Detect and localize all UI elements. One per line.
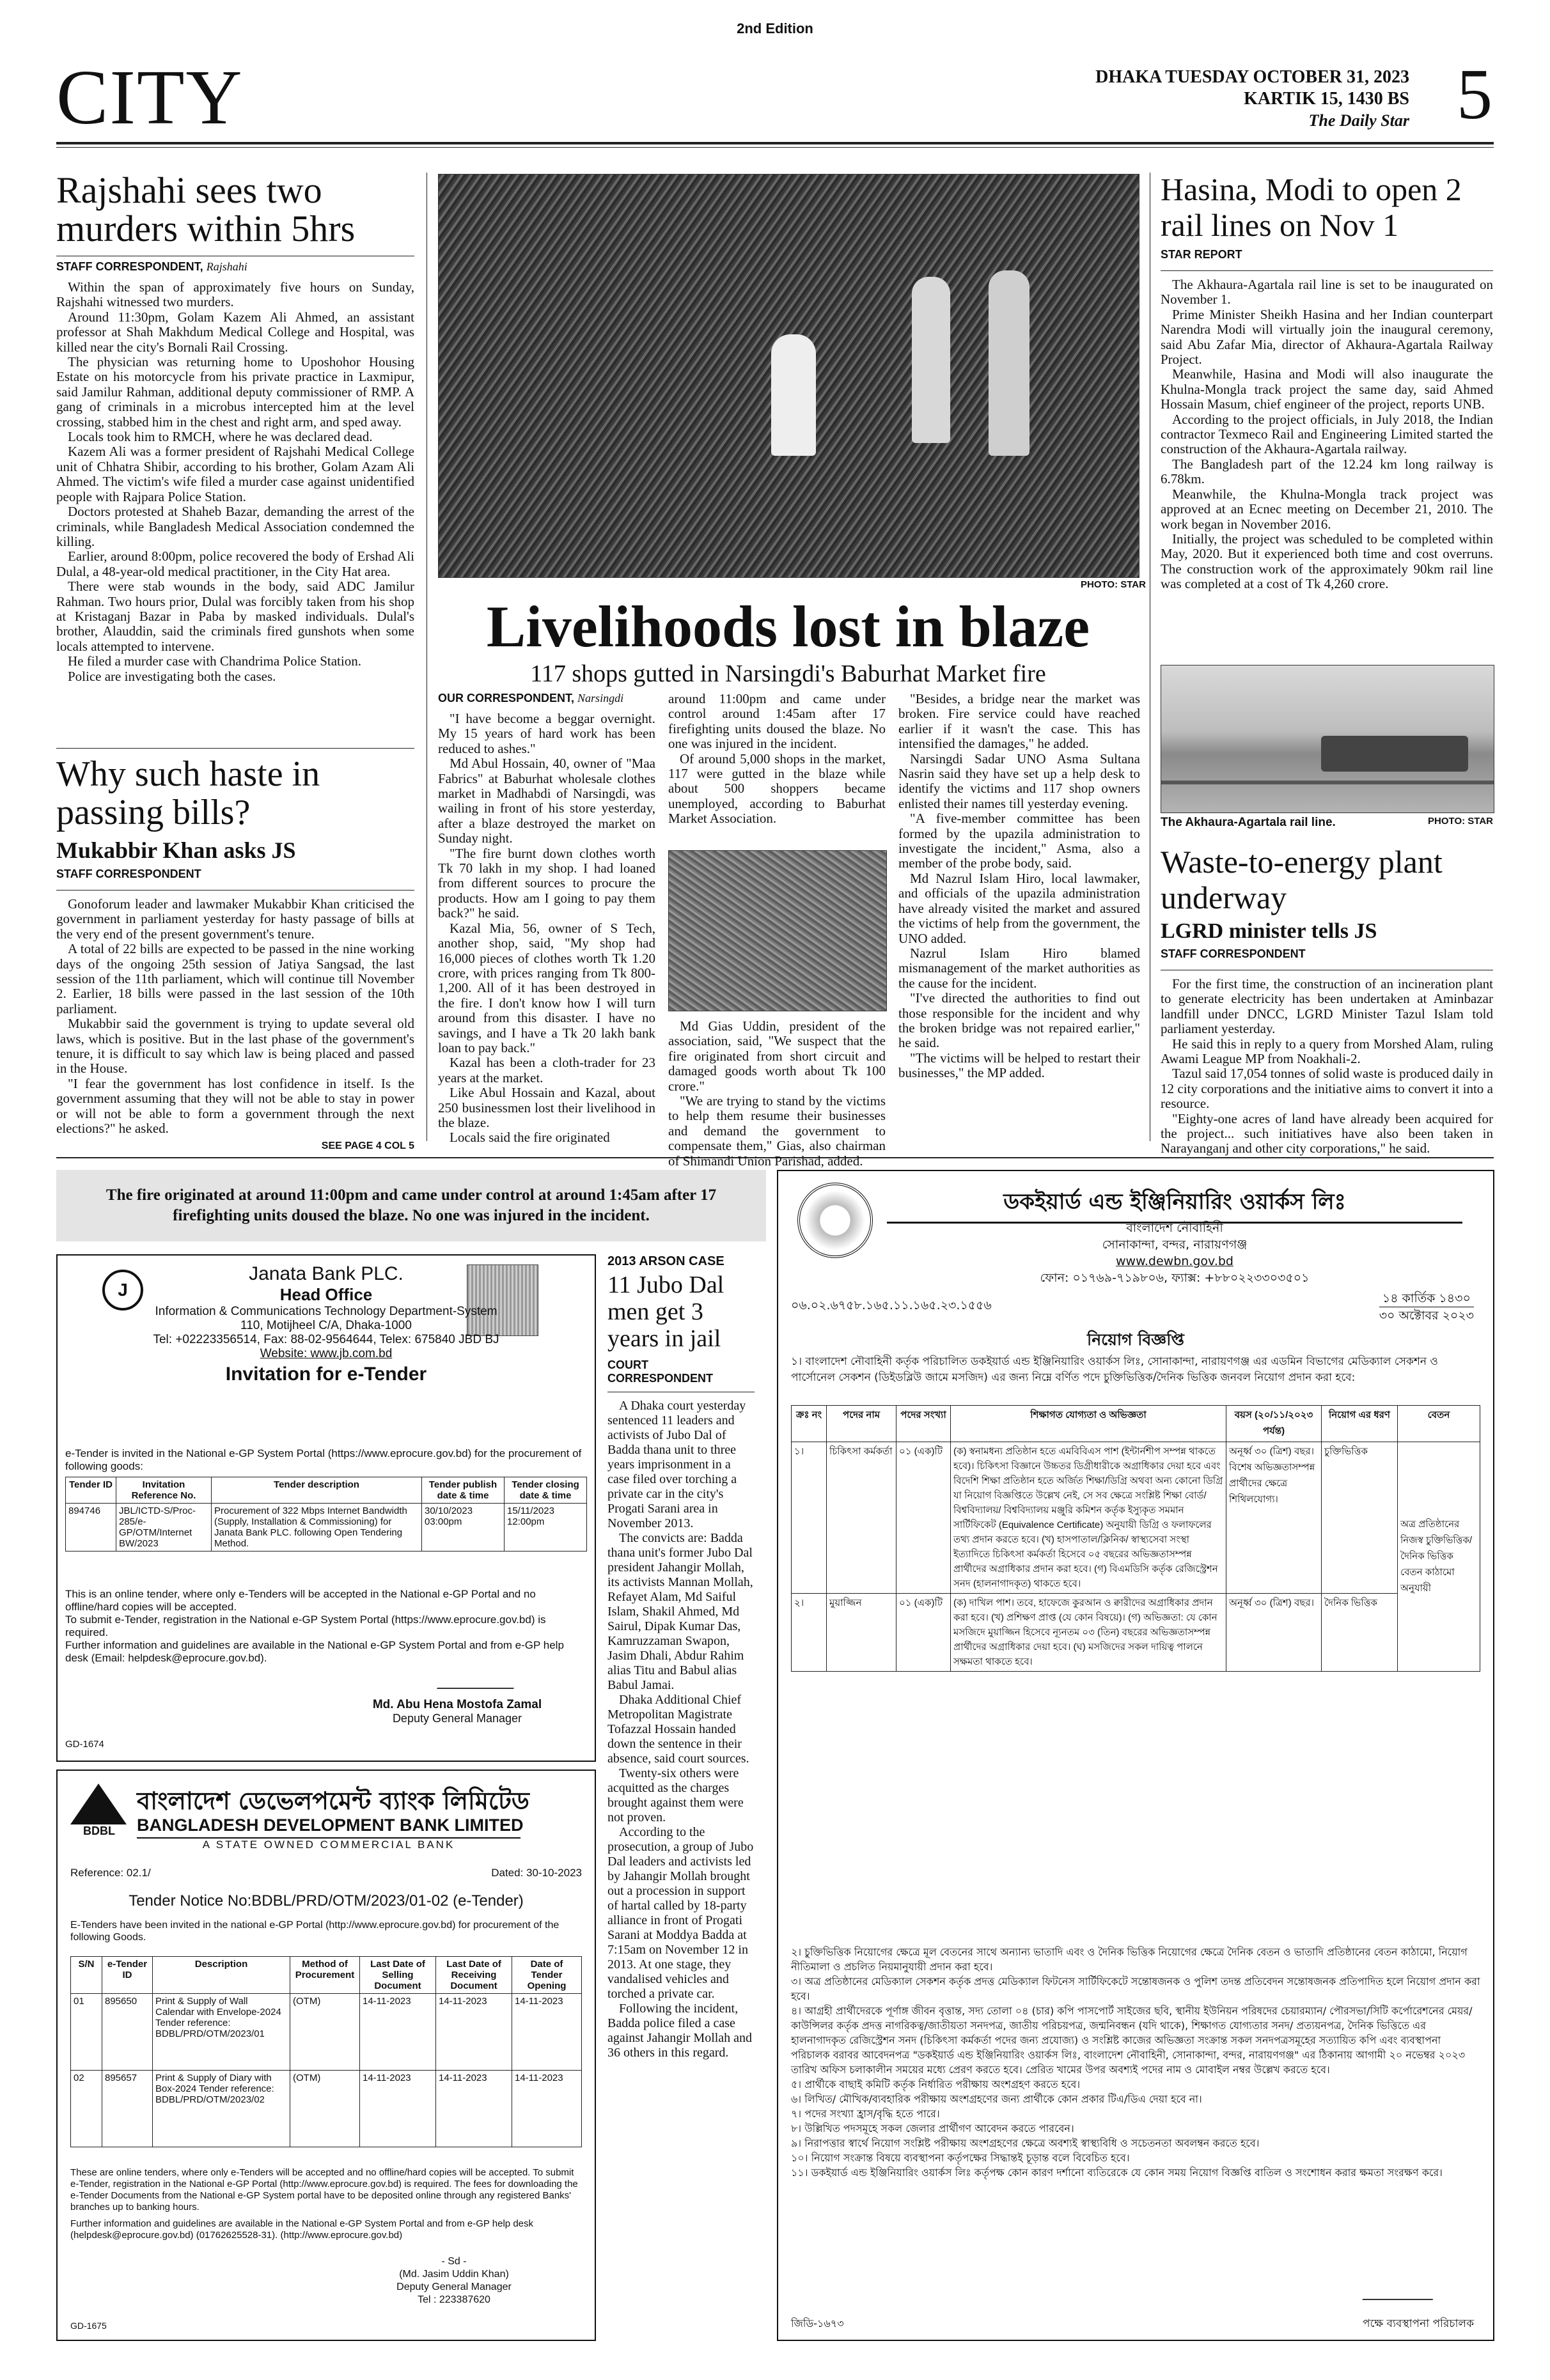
table-cell: 14-11-2023 (512, 1994, 582, 2071)
paragraph: According to the prosecution, a group of Jubo Dal leaders and activists led by Jahangir Mollah brought out a procession in support of hartal called by 18-party alliance in front of Progati Sarani at Moddya Badda at 7:15am on November 12 in 2013. At one stage, they vandalised vehicles and torched a private car. (607, 1825, 754, 2001)
column-header: পদের সংখ্যা (896, 1406, 951, 1442)
paragraph: Twenty-six others were acquitted as the charges brought against them were not proven. (607, 1766, 744, 1824)
paragraph: "The fire burnt down clothes worth Tk 70 lakh in my shop. I had loaned from different sources to procure the products. How am I going to pay them back?" he said. (438, 845, 655, 921)
arson-headline: 11 Jubo Dal men get 3 years in jail (607, 1272, 724, 1352)
table-row (71, 1994, 582, 2071)
lead-col-2a (668, 692, 886, 827)
edition-label: 2nd Edition (737, 20, 813, 36)
table-cell: 14-11-2023 (360, 2071, 436, 2147)
note: This is an online tender, where only e-Tenders will be accepted in the National e-GP Portal and no offline/hard copies will be accepted. (65, 1588, 536, 1613)
arson-byline: COURT CORRESPONDENT (607, 1358, 714, 1385)
table-cell: Print & Supply of Diary with Box-2024 Tender reference: BDBL/PRD/OTM/2023/02 (153, 2071, 290, 2147)
paragraph: The convicts are: Badda thana unit's former Jubo Dal president Jahangir Mollah, its activists Mannan Mollah, Refayet Alam, Md Saiful Islam, Shakil Ahmed, Md Sairul, Dipak Kumar Das, Kamruzzaman Swapon, Jasim Dhali, Abdur Rahim alias Titu and Babul alias Babul Jamai. (607, 1531, 753, 1692)
condition-item: ৫। প্রার্থীকে বাছাই কমিটি কর্তৃক নির্ধারিত পরীক্ষায় অংশগ্রহণ করতে হবে। (791, 2078, 1081, 2090)
paragraph: Prime Minister Sheikh Hasina and her Indian counterpart Narendra Modi will virtually join the inaugural ceremony, said Abu Zafar Mia, director of Akhaura-Agartala Railway Project. (1161, 306, 1493, 368)
masthead-rule (56, 142, 1494, 144)
dateline (1095, 66, 1409, 132)
page-number: 5 (1457, 55, 1492, 134)
column-header: Invitation Reference No. (116, 1477, 212, 1504)
section-title: CITY (56, 54, 244, 141)
column-header: বেতন (1398, 1406, 1480, 1442)
janata-logo: J (102, 1270, 143, 1311)
dockyard-conditions (791, 1945, 1480, 2180)
paragraph: "We are trying to stand by the victims to help them resume their businesses and demand the government to compensate them," Gias, also chairman of Shimandi Union Parishad, added. (668, 1093, 886, 1169)
condition-item: ৯। নিরাপত্তার স্বার্থে নিয়োগ সংশ্লিষ্ট পরীক্ষায় অংশগ্রহণের ক্ষেত্রে অবশ্যই স্বাস্থ্যবিধি ও সচেতনতা অবলম্বন করতে হবে। (791, 2137, 1260, 2149)
signature-image (1362, 2277, 1441, 2300)
paragraph: Following the incident, Badda police filed a case against Jahangir Mollah and 36 others in this regard. (607, 2002, 753, 2060)
signature-image (437, 1665, 522, 1689)
byline-name: STAFF CORRESPONDENT, (56, 260, 203, 273)
lead-byline (438, 692, 655, 705)
bdbl-tender-no: Tender Notice No:BDBL/PRD/OTM/2023/01-02 (e-Tender) (129, 1892, 524, 1909)
paragraph: The physician was returning home to Uposhohor Housing Estate on his motorcycle from his private practice in Laxmipur, said Jamilur Rahman, additional deputy commissioner of RMP. A gang of criminals in a microbus intercepted him at the level crossing, stabbed him in the chest and right arm, and sped away. (56, 354, 414, 430)
lead-body (438, 712, 655, 1146)
bangla-date: KARTIK 15, 1430 BS (1244, 89, 1409, 109)
note: Further information and guidelines are available in the National e-GP System Portal and from e-GP help desk (Email: helpdesk@eprocure.gov.bd). (65, 1639, 564, 1664)
waste-body (1161, 970, 1493, 1156)
bdbl-name: BANGLADESH DEVELOPMENT BANK LIMITED (137, 1816, 524, 1835)
paragraph: According to the project officials, in July 2018, the Indian contractor Texmeco Rail and Engineering Limited started the construction of the Akhaura-Agartala railway. (1161, 411, 1493, 457)
janata-phone: Tel: +02223356514, Fax: 88-02-9564644, Telex: 675840 JBD BJ (153, 1333, 499, 1346)
haste-body (56, 890, 414, 1137)
table-header-row (71, 1957, 582, 1994)
paragraph: Initially, the project was scheduled to be completed within May, 2020. But it experienced both time and cost overruns. The construction work of the approximately 90km rail line was completed at a cost of Tk 4,260 crore. (1161, 531, 1493, 592)
pull-quote (56, 1170, 766, 1241)
paragraph: Of around 5,000 shops in the market, 117 were gutted in the blaze while about 500 shoppers became unemployed, according to Baburhat Market Association. (668, 751, 886, 827)
table-cell: অনূর্ধ্ব ৩০ (ত্রিশ) বছর। (1226, 1594, 1322, 1672)
janata-intro: e-Tender is invited in the National e-GP System Portal (https://www.eprocure.gov.bd) for the procurement of following goods: (65, 1447, 582, 1472)
photo-track (1161, 781, 1494, 784)
signer-name: (Md. Jasim Uddin Khan) (399, 2269, 509, 2280)
paragraph: The Akhaura-Agartala rail line is set to be inaugurated on November 1. (1161, 277, 1493, 307)
arson-body (607, 1392, 755, 2060)
paragraph: "A five-member committee has been formed by the upazila administration to investigate the incident," Asma, also a member of the probe body, said. (898, 811, 1140, 871)
table-cell: ০১ (এক)টি (896, 1442, 951, 1594)
column-header: S/N (71, 1957, 102, 1994)
rail-story (1161, 171, 1493, 592)
table-cell: Procurement of 322 Mbps Internet Bandwidth (Supply, Installation & Commissioning) for Janata Bank PLC. following Open Tendering Method. (212, 1504, 422, 1552)
condition-item: ৭। পদের সংখ্যা হ্রাস/বৃদ্ধি হতে পারে। (791, 2108, 940, 2120)
janata-tender-table (65, 1477, 587, 1552)
condition-item: ২। চুক্তিভিত্তিক নিয়োগের ক্ষেত্রে মূল বেতনের সাথে অন্যান্য ভাতাদি এবং ও দৈনিক ভিত্তিক নিয়োগের ক্ষেত্রে দৈনিক বেতন ও ভাতাদি প্রতিষ্ঠানের বেতন কাঠামো, নিয়োগ নীতিমালা ও প্রচলিত নিয়মানুযায়ী প্রদান করা হবে। (791, 1946, 1468, 1973)
table-row (66, 1504, 587, 1552)
dockyard-phone: ফোন: ০১৭৬৯-৭১৯৮০৬, ফ্যাক্স: +৮৮০২২৩৩০৩৫০১ (1040, 1271, 1310, 1285)
column-header: ক্রঃ নং (792, 1406, 827, 1442)
paper-name: The Daily Star (1308, 111, 1409, 130)
column-header: Date of Tender Opening (512, 1957, 582, 1994)
paragraph: Meanwhile, Hasina and Modi will also inaugurate the Khulna-Mongla track project the same day, said Ahmed Hossain Masum, chief engineer of the project, reports UNB. (1161, 366, 1493, 412)
table-cell: (OTM) (290, 2071, 360, 2147)
dockyard-logo (797, 1183, 873, 1258)
dockyard-title: ডকইয়ার্ড এন্ড ইঞ্জিনিয়ারিং ওয়ার্কস লিঃ (887, 1185, 1462, 1224)
lead-headline: Livelihoods lost in blaze (486, 594, 1090, 659)
table-cell: 30/10/2023 03:00pm (422, 1504, 505, 1552)
column-header: Description (153, 1957, 290, 1994)
arson-story (607, 1254, 755, 2060)
dockyard-intro: ১। বাংলাদেশ নৌবাহিনী কর্তৃক পরিচালিত ডকইয়ার্ড এন্ড ইঞ্জিনিয়ারিং ওয়ার্কস লিঃ, সোনাকান্দা, নারায়ণগঞ্জ এর এডমিন বিভাগের মেডিক্যাল সেকশন ও পার্সোনেল সেকশন (ডিইডব্লিউ জামে মসজিদ) এর জন্য নিম্নে বর্ণিত পদে চুক্তিভিত্তিক/দৈনিক ভিত্তিক জনবল নিয়োগ প্রদান করা হবে: (791, 1355, 1438, 1384)
janata-bank-ad (56, 1254, 596, 1762)
paragraph: Kazal Mia, 56, owner of S Tech, another shop, said, "My shop had 16,000 pieces of clothes worth Tk 1.20 crore, with prices ranging from Tk 800-1,200. All of it has been destroyed in the fire. I don't know how I will turn around from this disaster. I have no savings, and I have a Tk 20 lakh bank loan to pay back." (438, 920, 655, 1055)
paragraph: Md Gias Uddin, president of the association, said, "We suspect that the fire originated from short circuit and damaged goods worth about Tk 100 crore." (668, 1018, 886, 1094)
byline-dateline: Narsingdi (577, 692, 624, 704)
dockyard-sub2: সোনাকান্দা, বন্দর, নারায়ণগঞ্জ (1102, 1238, 1248, 1252)
condition-item: ৩। অত্র প্রতিষ্ঠানের মেডিক্যাল সেকশন কর্তৃক প্রদত্ত মেডিক্যাল ফিটনেস সার্টিফিকেটে সন্তোষজনক ও পুলিশ তদন্ত প্রতিবেদন সন্তোষজনক প্রতিপাদিত হলে নিয়োগ প্রদান করা হবে। (791, 1975, 1480, 2002)
bdbl-date: Dated: 30-10-2023 (491, 1867, 582, 1879)
janata-notes (65, 1588, 587, 1665)
paragraph: A total of 22 bills are expected to be passed in the nine working days of the ongoing 25th session of Jatiya Sangsad, the last session of the 11th parliament, which will continue till November 2. Earlier, 18 bills were passed in the last session of the 10th parliament. (56, 941, 414, 1016)
table-row (792, 1594, 1480, 1672)
signer-title: Deputy General Manager (396, 2282, 512, 2292)
column-header: শিক্ষাগত যোগ্যতা ও অভিজ্ঞতা (951, 1406, 1226, 1442)
rajshahi-story (56, 171, 414, 684)
waste-subhead: LGRD minister tells JS (1161, 919, 1377, 943)
paragraph: For the first time, the construction of an incineration plant to generate electricity has been undertaken at Aminbazar landfill under DNCC, LGRD Minister Tazul Islam told parliament yesterday. (1161, 976, 1493, 1037)
rajshahi-body (56, 280, 414, 684)
table-cell: JBL/ICTD-S/Proc-285/e-GP/OTM/Internet BW/2023 (116, 1504, 212, 1552)
table-header-row (66, 1477, 587, 1504)
paragraph: Around 11:30pm, Golam Kazem Ali Ahmed, an assistant professor at Shah Makhdum Medical College and Hospital, was killed near the city's Bornali Rail Crossing. (56, 309, 414, 355)
paragraph: Tazul said 17,054 tonnes of solid waste is produced daily in 12 city corporations and the initiative aims to convert it into a resource. (1161, 1066, 1493, 1112)
rail-body (1161, 270, 1493, 592)
caption-text: The Akhaura-Agartala rail line. (1161, 816, 1336, 829)
lead-col-3 (898, 692, 1140, 1081)
paragraph: "I have become a beggar overnight. My 15 years of hard work has been reduced to ashes." (438, 711, 655, 756)
paragraph: around 11:00pm and came under control around 1:45am after 17 firefighting units doused the blaze. No one was injured in the incident. (668, 691, 886, 752)
paragraph: "The victims will be helped to restart their businesses," the MP added. (898, 1050, 1140, 1081)
paragraph: Doctors protested at Shaheb Bazar, demanding the arrest of the criminals, while Bangladesh Medical Association condemned the killing. (56, 504, 414, 549)
table-cell: 895657 (102, 2071, 153, 2147)
column-header: Last Date of Selling Document (360, 1957, 436, 1994)
janata-title: Invitation for e-Tender (225, 1364, 427, 1385)
janata-office: Head Office (279, 1285, 373, 1304)
paragraph: He filed a murder case with Chandrima Police Station. (68, 653, 361, 669)
table-row (792, 1442, 1480, 1594)
paragraph: Within the span of approximately five hours on Sunday, Rajshahi witnessed two murders. (56, 279, 414, 310)
lead-photo (438, 174, 1139, 578)
waste-byline: STAFF CORRESPONDENT (1161, 947, 1306, 960)
date-english: ৩০ অক্টোবর ২০২৩ (1379, 1309, 1474, 1323)
paragraph: Md Nazrul Islam Hiro, local lawmaker, and officials of the upazila administration have already visited the market and assured the victims of help from the government, the UNO added. (898, 870, 1140, 946)
table-cell: অত্র প্রতিষ্ঠানের নিজস্ব চুক্তিভিত্তিক/ দৈনিক ভিত্তিক বেতন কাঠামো অনুযায়ী (1398, 1442, 1480, 1672)
haste-subhead: Mukabbir Khan asks JS (56, 837, 296, 863)
table-header-row (792, 1406, 1480, 1442)
paragraph: There were stab wounds in the body, said ADC Jamilur Rahman. Two hours prior, Dulal was forcibly taken from his shop at Kristaganj Bazar in Paba by masked individuals. Dulal's brother, Alauddin, said the criminals fired gunshots when some locals attempted to intervene. (56, 579, 414, 654)
sd-mark: - Sd - (441, 2256, 467, 2267)
bdbl-tender-table (70, 1956, 582, 2147)
janata-name: Janata Bank PLC. (249, 1263, 403, 1284)
bdbl-reference: Reference: 02.1/ (70, 1867, 151, 1879)
note: To submit e-Tender, registration in the National e-GP System Portal (https://www.eprocure.gov.bd) is required. (65, 1614, 546, 1638)
bdbl-logo-shape (70, 1784, 127, 1824)
bdbl-notes (70, 2167, 582, 2241)
condition-item: ৪। আগ্রহী প্রার্থীদেরকে পূর্ণাঙ্গ জীবন বৃত্তান্ত, সদ্য তোলা ০৪ (চার) কপি পাসপোর্ট সাইজের ছবি, স্থানীয় ইউনিয়ন পরিষদের চেয়ারম্যান/ পৌরসভা/সিটি কর্পোরেশনের মেয়র/কাউন্সিলর কর্তৃক প্রদত্ত নাগরিকত্ব/জাতীয়তা সনদপত্র, জাতীয় পরিচয়পত্র, জন্মনিবন্ধন (যদি থাকে), শিক্ষাগত যোগ্যতার সনদ/ প্রত্যয়নপত্র, দৈনিক ভিত্তিতে এর হালনাগাদকৃত রেজিস্ট্রেশন সনদ (চিকিৎসা কর্মকর্তা পদের জন্য প্রযোজ্য) ও সংশ্লিষ্ট কাজের অভিজ্ঞতা সংক্রান্ত সকল সনদপত্রসমূহের সত্যায়িত কপি এবং ব্যবস্থাপনা পরিচালক বরাবর আবেদনপত্র "ডকইয়ার্ড এন্ড ইঞ্জিনিয়ারিং ওয়ার্কস লিঃ, বাংলাদেশ নৌবাহিনী, সোনাকান্দা, বন্দর, নারায়ণগঞ্জ" এর ঠিকানায় আগামী ২০ নভেম্বর ২০২৩ তারিখ অফিস চলাকালীন সময়ের মধ্যে প্রেরণ করতে হবে। প্রেরিত খামের উপর অবশ্যই পদের নাম ও মোবাইল নম্বর উল্লেখ করতে হবে। (791, 2005, 1473, 2076)
table-cell: 14-11-2023 (360, 1994, 436, 2071)
table-cell: 14-11-2023 (436, 1994, 512, 2071)
dockyard-header (887, 1220, 1462, 1286)
pull-quote-text: The fire originated at around 11:00pm and came under control at around 1:45am after 17 firefighting units doused the blaze. No one was injured in the incident. (106, 1186, 717, 1224)
lead-subhead: 117 shops gutted in Narsingdi's Baburhat Market fire (530, 660, 1046, 687)
photo-train (1321, 736, 1468, 772)
haste-jump-link[interactable]: SEE PAGE 4 COL 5 (321, 1140, 414, 1151)
bdbl-signer (326, 2255, 582, 2306)
condition-item: ৬। লিখিত/ মৌখিক/ব্যবহারিক পরীক্ষায় অংশগ্রহণের জন্য প্রার্থীকে কোন প্রকার টিএ/ডিএ দেয়া হবে না। (791, 2093, 1202, 2105)
note: Further information and guidelines are available in the National e-GP System Portal and from e-GP help desk (helpdesk@eprocure.gov.bd) (01762625528-31). (http://www.eprocure.gov.bd) (70, 2218, 533, 2241)
signer-name: Md. Abu Hena Mostofa Zamal (372, 1698, 542, 1711)
table-cell: 02 (71, 2071, 102, 2147)
janata-website[interactable]: Website: www.jb.com.bd (260, 1347, 393, 1360)
waste-headline: Waste-to-energy plant underway (1161, 844, 1443, 915)
photo-figure (989, 270, 1029, 456)
paragraph: Gonoforum leader and lawmaker Mukabbir Khan criticised the government in parliament yesterday for hasty passage of bills at the very end of the present government's tenure. (56, 896, 414, 942)
caption-credit: PHOTO: STAR (1428, 816, 1493, 827)
table-cell: Print & Supply of Wall Calendar with Envelope-2024 Tender reference: BDBL/PRD/OTM/2023/01 (153, 1994, 290, 2071)
paragraph: "I fear the government has lost confidence in itself. Is the government assuming that they will not be able to stay in power or will not be able to form a government through the next elections?" he asked. (56, 1075, 414, 1137)
table-cell: (ক) দাখিল পাশ। তবে, হাফেজে কুরআন ও ক্বারীদের অগ্রাধিকার প্রদান করা হবে। (খ) প্রশিক্ষণ প্রাপ্ত (যে কোন বিষয়ে)। (গ) অভিজ্ঞতা: যে কোন মসজিদে মুয়াজ্জিন হিসেবে ন্যূনতম ০৩ (তিন) বছরের অভিজ্ঞতাসম্পন্ন প্রার্থীদের অগ্রাধিকার দেয়া হবে। (ঘ) মসজিদের সকল দায়িত্ব পালনে সক্ষমতা থাকতে হবে। (951, 1594, 1226, 1672)
table-cell: ০১ (এক)টি (896, 1594, 951, 1672)
paragraph: A Dhaka court yesterday sentenced 11 leaders and activists of Jubo Dal of Badda thana unit to three years imprisonment in a case filed over torching a private car in the city's Progati Sarani area in November 2013. (607, 1399, 746, 1530)
paragraph: Locals said the fire originated (450, 1130, 610, 1146)
table-cell: 895650 (102, 1994, 153, 2071)
table-cell: অনূর্ধ্ব ৩০ (ত্রিশ) বছর। বিশেষ অভিজ্ঞতাসম্পন্ন প্রার্থীদের ক্ষেত্রে শিথিলযোগ্য। (1226, 1442, 1322, 1594)
table-cell: 14-11-2023 (512, 2071, 582, 2147)
byline-name: OUR CORRESPONDENT, (438, 692, 575, 704)
note: These are online tenders, where only e-Tenders will be accepted and no offline/hard copies will be accepted. To submit e-Tender, registration in the National e-GP Portal (http://www.eprocure.gov.bd) is required. The fees for downloading the e-Tender Documents from the National e-GP System portal have to be deposited online through any registered Banks' branches up to banking hours. (70, 2167, 578, 2213)
paragraph: Police are investigating both the cases. (68, 668, 276, 684)
photo-figure (771, 334, 816, 456)
ad-code: GD-1675 (70, 2321, 107, 2331)
bdbl-ad (56, 1769, 596, 2341)
column-header: Tender publish date & time (422, 1477, 505, 1504)
paragraph: Nazrul Islam Hiro blamed mismanagement of the market authorities as the cause for the incident. (898, 945, 1140, 991)
bdbl-intro: E-Tenders have been invited in the national e-GP Portal (http://www.eprocure.gov.bd) for procurement of the following Goods. (70, 1920, 560, 1943)
rail-headline: Hasina, Modi to open 2 rail lines on Nov 1 (1161, 171, 1462, 243)
dockyard-website[interactable]: www.dewbn.gov.bd (1116, 1254, 1233, 1268)
table-cell: 14-11-2023 (436, 2071, 512, 2147)
paragraph: Meanwhile, the Khulna-Mongla track project was approved at an Ecnec meeting on December 21, 2010. The work began in November 2016. (1161, 486, 1493, 532)
table-cell: চুক্তিভিত্তিক (1322, 1442, 1398, 1594)
dockyard-memo: ০৬.০২.৬৭৫৮.১৬৫.১১.১৬৫.২৩.১৫৫৬ (791, 1298, 992, 1312)
signer-tel: Tel : 223387620 (418, 2294, 490, 2305)
haste-story (56, 748, 414, 1152)
table-cell: ২। (792, 1594, 827, 1672)
rail-caption (1161, 816, 1493, 830)
haste-headline: Why such haste in passing bills? (56, 754, 320, 832)
dockyard-code: জিডি-১৬৭৩ (791, 2317, 844, 2329)
paragraph: Like Abul Hossain and Kazal, about 250 businessmen lost their livelihood in the blaze. (438, 1085, 655, 1130)
bdbl-logo (70, 1784, 128, 1841)
column-header: পদের নাম (827, 1406, 896, 1442)
rail-byline: STAR REPORT (1161, 248, 1242, 261)
paragraph: Kazem Ali was a former president of Rajshahi Medical College unit of Chhatra Shibir, according to his brother, Golam Azam Ali Ahmed. The victim's wife filed a murder case against unidentified people with Rajpara Police Station. (56, 444, 414, 504)
dockyard-sub1: বাংলাদেশ নৌবাহিনী (1126, 1221, 1223, 1235)
janata-signer (326, 1698, 588, 1725)
table-cell: ১। (792, 1442, 827, 1594)
paragraph: "Eighty-one acres of land have already been acquired for the project... such initiatives have also been taken in Narayanganj and other city corporations," he said. (1161, 1110, 1493, 1156)
paragraph: Earlier, around 8:00pm, police recovered the body of Ershad Ali Dulal, a 48-year-old medical practitioner, in the City Hat area. (56, 548, 414, 579)
condition-item: ৮। উল্লিখিত পদসমূহে সকল জেলার প্রার্থীগণ আবেদন করতে পারবেন। (791, 2122, 1074, 2135)
table-cell: 15/11/2023 12:00pm (505, 1504, 587, 1552)
paragraph: Narsingdi Sadar UNO Asma Sultana Nasrin said they have set up a help desk to identify the victims and 117 shop owners enlisted their names till yesterday evening. (898, 751, 1140, 811)
paragraph: He said this in reply to a query from Morshed Alam, ruling Awami League MP from Noakhali-2. (1161, 1036, 1493, 1067)
photo-figure (912, 277, 950, 443)
lead-col-1 (438, 692, 655, 1146)
table-row (71, 2071, 582, 2147)
column-header: বয়স (২০/১১/২০২৩ পর্যন্ত) (1226, 1406, 1322, 1442)
haste-byline: STAFF CORRESPONDENT (56, 867, 201, 880)
signer-title: Deputy General Manager (392, 1712, 522, 1725)
paragraph: Dhaka Additional Chief Metropolitan Magistrate Tofazzal Hossain handed down the sentence in their absence, said court sources. (607, 1693, 749, 1766)
janata-address: 110, Motijheel C/A, Dhaka-1000 (240, 1319, 412, 1332)
dockyard-ad (777, 1170, 1494, 2341)
column-header: Tender ID (66, 1477, 116, 1504)
rajshahi-byline (56, 256, 414, 274)
ad-code: GD-1674 (65, 1739, 104, 1750)
table-cell: চিকিৎসা কর্মকর্তা (827, 1442, 896, 1594)
masthead-rule-thin (56, 147, 1494, 148)
table-cell: (ক) স্বনামধন্য প্রতিষ্ঠান হতে এমবিবিএস পাশ (ইন্টার্নশীপ সম্পন্ন থাকতে হবে)। চিকিৎসা বিজ্ঞানে উচ্চতর ডিগ্রীধারীকে অগ্রাধিকার দেয়া হবে এবং বিদেশি শিক্ষা প্রতিষ্ঠান হতে অর্জিত শিক্ষা/ডিগ্রি অথবা অন্য কোনো ডিগ্রি যা নিয়োগ বিজ্ঞপ্তিতে উল্লেখ নেই, সে সব ক্ষেত্রে সংশ্লিষ্ট শিক্ষা বোর্ড/বিশ্ববিদ্যালয়/ বিশ্ববিদ্যালয় মঞ্জুরি কমিশন কর্তৃক ইস্যুকৃত সমমান সার্টিফিকেট (Equivalence Certificate) অনুযায়ী ডিগ্রি ও ফলাফলের তথ্য প্রদান করতে হবে। (খ) হাসপাতাল/ক্লিনিক/ স্বাস্থ্যসেবা সংস্থা ইত্যাদিতে চিকিৎসা কর্মকর্তা হিসেবে ০৫ বছরের অভিজ্ঞতাসম্পন্ন প্রার্থীদের অগ্রাধিকার প্রদান করা হবে। (গ) বিএমডিসি কর্তৃক রেজিস্ট্রেশন সনদ (হালনাগাদকৃত) থাকতে হবে। (951, 1442, 1226, 1594)
rail-photo (1161, 665, 1494, 813)
waste-story (1161, 844, 1493, 1156)
paragraph: Md Abul Hossain, 40, owner of "Maa Fabrics" at Baburhat wholesale clothes market in Madhabdi of Narsingdi, was wailing in front of his store yesterday, after a blaze destroyed the market on Sunday night. (438, 756, 655, 846)
table-cell: দৈনিক ভিত্তিক (1322, 1594, 1398, 1672)
paragraph: "Besides, a bridge near the market was broken. Fire service could have reached earlier if it wasn't the case. This has intensified the damages," he added. (898, 691, 1140, 752)
issue-date: DHAKA TUESDAY OCTOBER 31, 2023 (1095, 67, 1409, 87)
dockyard-signer: পক্ষে ব্যবস্থাপনা পরিচালক (1362, 2317, 1474, 2330)
janata-header (58, 1263, 595, 1385)
table-cell: (OTM) (290, 1994, 360, 2071)
notice-title: নিয়োগ বিজ্ঞপ্তি (1087, 1330, 1184, 1349)
column-header: Last Date of Receiving Document (436, 1957, 512, 1994)
janata-dept: Information & Communications Technology Department-System (155, 1305, 497, 1318)
condition-item: ১১। ডকইয়ার্ড এন্ড ইঞ্জিনিয়ারিং ওয়ার্কস লিঃ কর্তৃপক্ষ কোন কারণ দর্শানো ব্যতিরেকে যে কোন সময় নিয়োগ বিজ্ঞপ্তি বাতিল ও সংশোধন করার ক্ষমতা সংরক্ষণ করে। (791, 2166, 1443, 2179)
table-cell: 01 (71, 1994, 102, 2071)
paragraph: Locals took him to RMCH, where he was declared dead. (68, 429, 373, 445)
lead-inset-photo (668, 850, 887, 1011)
condition-item: ১০। নিয়োগ সংক্রান্ত বিষয়ে ব্যবস্থাপনা কর্তৃপক্ষের সিদ্ধান্তই চূড়ান্ত বলে বিবেচিত হবে। (791, 2152, 1130, 2164)
column-header: e-Tender ID (102, 1957, 153, 1994)
table-cell: মুয়াজ্জিন (827, 1594, 896, 1672)
lead-photo-credit: PHOTO: STAR (1081, 579, 1146, 590)
paragraph: Kazal has been a cloth-trader for 23 years at the market. (438, 1055, 655, 1085)
table-cell: 894746 (66, 1504, 116, 1552)
column-header: নিয়োগ এর ধরণ (1322, 1406, 1398, 1442)
date-bangla: ১৪ কার্তিক ১৪৩০ (1379, 1290, 1474, 1307)
bdbl-tagline: A STATE OWNED COMMERCIAL BANK (137, 1837, 521, 1851)
bdbl-logo-text: BDBL (83, 1824, 115, 1837)
lead-col-2b (668, 1019, 886, 1169)
bdbl-bangla-name: বাংলাদেশ ডেভেলপমেন্ট ব্যাংক লিমিটেড (137, 1787, 529, 1815)
column-header: Tender closing date & time (505, 1477, 587, 1504)
paragraph: The Bangladesh part of the 12.24 km long railway is 6.78km. (1161, 456, 1493, 487)
arson-kicker: 2013 ARSON CASE (607, 1254, 724, 1268)
byline-dateline: Rajshahi (206, 260, 247, 273)
dockyard-dates (1379, 1290, 1474, 1324)
column-header: Tender description (212, 1477, 422, 1504)
rajshahi-headline: Rajshahi sees two murders within 5hrs (56, 169, 356, 249)
column-header: Method of Procurement (290, 1957, 360, 1994)
dockyard-vacancy-table (791, 1405, 1480, 1672)
paragraph: Mukabbir said the government is trying to update several old laws, which is positive. But in the last phase of the government's tenure, it is difficult to say which law is being placed and passed in the House. (56, 1016, 414, 1077)
paragraph: "I've directed the authorities to find out those responsible for the incident and why the broken bridge was not repaired earlier," he said. (898, 990, 1140, 1051)
